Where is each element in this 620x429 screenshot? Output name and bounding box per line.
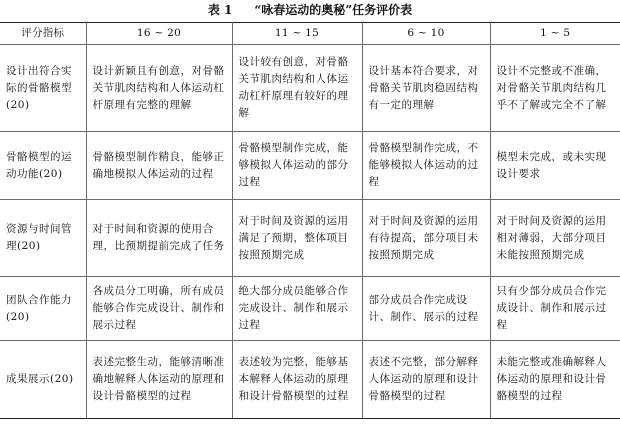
header-level-1-5: 1 ~ 5 (490, 23, 620, 45)
table-cell: 设计基本符合要求，对骨骼关节肌肉稳固结构有一定的理解 (362, 45, 490, 132)
table-cell: 设计新颖且有创意，对骨骼关节肌肉结构和人体运动杠杆原理有完整的理解 (86, 45, 232, 132)
criterion-points: (20) (50, 373, 74, 385)
evaluation-table (0, 22, 620, 419)
header-level-6-10: 6 ~ 10 (362, 23, 490, 45)
table-cell: 表述不完整，部分解释人体运动的原理和设计骨骼模型的过程 (362, 341, 490, 419)
table-cell: 未能完整或准确解释人体运动的原理和设计骨骼模型的过程 (490, 341, 620, 419)
table-row (0, 277, 620, 341)
header-level-16-20: 16 ~ 20 (86, 23, 232, 45)
criterion-label: 资源与时间管理 (6, 223, 72, 252)
criterion-points: (20) (6, 98, 30, 111)
criterion-label: 团队合作能力 (6, 293, 72, 306)
criterion-cell (0, 200, 86, 277)
table-cell: 设计不完整或不准确，对骨骼关节肌肉结构几乎不了解或完全不了解 (490, 45, 620, 132)
table-caption (0, 3, 620, 17)
table-number: 表 1 (207, 3, 233, 17)
table-header-row (0, 23, 620, 45)
table-row (0, 341, 620, 419)
header-level-11-15: 11 ~ 15 (232, 23, 362, 45)
header-criterion: 评分指标 (0, 23, 86, 45)
table-cell: 设计较有创意，对骨骼关节肌肉结构和人体运动杠杆原理有较好的理解 (232, 45, 362, 132)
table-cell: 模型未完成，或未实现设计要求 (490, 132, 620, 200)
table-cell: 骨骼模型制作完成，能够模拟人体运动的部分过程 (232, 132, 362, 200)
table-cell: 只有少部分成员合作完成设计、制作和展示过程 (490, 277, 620, 341)
table-cell: 骨骼模型制作精良，能够正确地模拟人体运动的过程 (86, 132, 232, 200)
table-cell: 表述完整生动，能够清晰准确地解释人体运动的原理和设计骨骼模型的过程 (86, 341, 232, 419)
criterion-points: (20) (17, 240, 41, 252)
criterion-label: 设计出符合实际的骨骼模型 (6, 64, 72, 94)
table-cell: 对于时间及资源的运用有待提高，部分项目未按照预期完成 (362, 200, 490, 277)
table-row (0, 132, 620, 200)
criterion-points: (20) (39, 167, 63, 180)
table-cell: 骨骼模型制作完成，不能够模拟人体运动的过程 (362, 132, 490, 200)
table-cell: 对于时间及资源的运用满足了预期，整体项目按照预期完成 (232, 200, 362, 277)
criterion-cell (0, 341, 86, 419)
criterion-cell (0, 45, 86, 132)
table-row (0, 45, 620, 132)
table-cell: 各成员分工明确，所有成员能够合作完成设计、制作和展示过程 (86, 277, 232, 341)
table-title: “咏春运动的奥秘”任务评价表 (254, 3, 413, 17)
table-cell: 绝大部分成员能够合作完成设计、制作和展示过程 (232, 277, 362, 341)
criterion-cell (0, 132, 86, 200)
criterion-label: 骨骼模型的运动功能 (6, 150, 72, 180)
criterion-label: 成果展示 (6, 373, 50, 385)
table-cell: 对于时间及资源的运用相对薄弱，大部分项目未能按照预期完成 (490, 200, 620, 277)
table-row (0, 200, 620, 277)
table-cell: 表述较为完整，能够基本解释人体运动的原理和设计骨骼模型的过程 (232, 341, 362, 419)
table-cell: 部分成员合作完成设计、制作、展示的过程 (362, 277, 490, 341)
table-cell: 对于时间和资源的使用合理，比预期提前完成了任务 (86, 200, 232, 277)
criterion-points: (20) (6, 310, 30, 323)
criterion-cell (0, 277, 86, 341)
